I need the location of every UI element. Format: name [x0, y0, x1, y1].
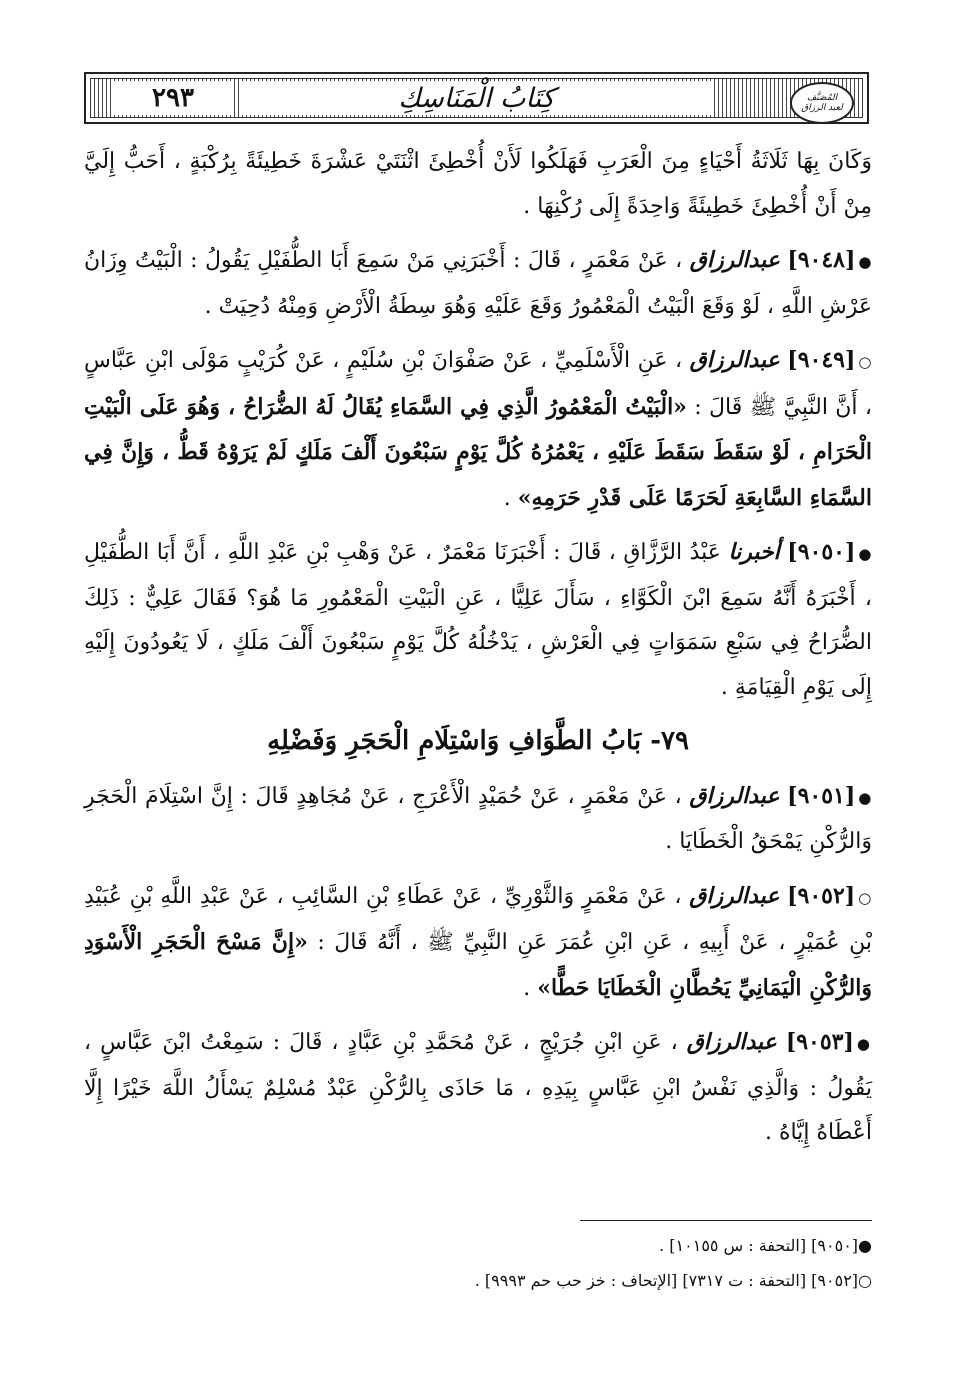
- footnote-divider: [580, 1220, 872, 1221]
- bullet-marker: ●: [858, 788, 872, 807]
- seal-line-1: المُصَنَّف: [806, 93, 838, 103]
- paragraph-text: عَبْدُ الرَّزَّاقِ ، قَالَ : أَخْبَرَنَا مَعْمَرٌ ، عَنْ وَهْبِ بْنِ عَبْدِ اللَّهِ ، أَنَّ أَبَا الطُّفَيْلِ ، أَخْبَرَهُ أَنَّهُ سَمِعَ ابْنَ الْكَوَّاءِ ، سَأَلَ عَلِيًّا ، عَنِ الْبَيْتِ الْمَعْمُورِ مَا هُوَ؟ فَقَالَ عَلِيٌّ : ذَلِكَ الضُّرَاحُ فِي سَبْعِ سَمَوَاتٍ فِي الْعَرْشِ ، يَدْخُلُهُ كُلَّ يَوْمٍ سَبْعُونَ أَلْفَ مَلَكٍ ، لَا يَعُودُونَ إِلَيْهِ إِلَى يَوْمِ الْقِيَامَةِ .: [84, 540, 872, 700]
- paragraph-text: ، عَنِ الْأَسْلَمِيِّ ، عَنْ صَفْوَانَ بْنِ سُلَيْمٍ ، عَنْ كُرَيْبٍ مَوْلَى ابْنِ عَبَّاسٍ ، أَنَّ النَّبِيَّ ﷺ قَالَ :: [84, 348, 872, 420]
- hadith-number: [٩٠٥٣]: [785, 1029, 854, 1055]
- hadith-source: عبدالرزاق: [689, 882, 780, 909]
- page-number: ٢٩٣: [113, 81, 233, 115]
- hadith-9049: [84, 338, 872, 521]
- paragraph-continuation: [84, 140, 872, 229]
- hadith-source: عبدالرزاق: [689, 247, 780, 273]
- footnote-9052: ○[٩٠٥٢] [التحفة : ت ٧٣١٧] [الإتحاف : خز حب حم ٩٩٩٣] .: [474, 1271, 872, 1290]
- paragraph-end: .: [523, 975, 538, 1001]
- hadith-number: [٩٠٥٠]: [787, 539, 856, 565]
- prophetic-saying: «الْبَيْتُ الْمَعْمُورُ الَّذِي فِي السَّمَاءِ يُقَالُ لَهُ الضُّرَاحُ ، وَهُوَ عَلَى الْبَيْتِ الْحَرَامِ ، لَوْ سَقَطَ سَقَطَ عَلَيْهِ ، يَعْمُرُهُ كُلَّ يَوْمٍ سَبْعُونَ أَلْفَ مَلَكٍ لَمْ يَرَوْهُ قَطُّ ، وَإِنَّ فِي السَّمَاءِ السَّابِعَةِ لَحَرَمًا عَلَى قَدْرِ حَرَمِهِ»: [84, 393, 872, 511]
- prophetic-saying: «إِنَّ مَسْحَ الْحَجَرِ الْأَسْوَدِ وَالرُّكْنِ الْيَمَانِيِّ يَحُطَّانِ الْخَطَايَا حَطًّا»: [84, 929, 872, 1001]
- header-ornament-band: [90, 78, 863, 118]
- page-header: [84, 72, 869, 124]
- hadith-9051: [84, 774, 872, 865]
- hadith-source: أخبرنا: [728, 539, 780, 565]
- hadith-number: [٩٠٥٢]: [787, 882, 856, 909]
- running-title: كِتَابُ الْمَنَاسِكِ: [241, 81, 712, 115]
- hadith-9050: [84, 530, 872, 710]
- main-text: [84, 140, 872, 1165]
- footnotes: [84, 1228, 872, 1298]
- paragraph-text: ، عَنِ ابْنِ جُرَيْجٍ ، عَنْ مُحَمَّدِ بْنِ عَبَّادٍ ، قَالَ : سَمِعْتُ ابْنَ عَبَّاسٍ ، يَقُولُ : وَالَّذِي نَفْسُ ابْنِ عَبَّاسٍ بِيَدِهِ ، مَا حَاذَى بِالرُّكْنِ عَبْدٌ مُسْلِمٌ يَسْأَلُ اللَّهَ خَيْرًا إِلَّا أَعْطَاهُ إِيَّاهُ .: [84, 1030, 872, 1145]
- bullet-marker: ○: [858, 353, 872, 371]
- hadith-9053: [84, 1020, 872, 1156]
- paragraph-text: وَكَانَ بِهَا ثَلَاثَةُ أَحْيَاءٍ مِنَ الْعَرَبِ فَهَلَكُوا لَأَنْ أُخْطِئَ اثْنَتَيْ عَشْرَةَ خَطِيئَةً بِرُكْبَةٍ ، أَحَبُّ إِلَيَّ مِنْ أَنْ أُخْطِئَ خَطِيئَةً وَاحِدَةً إِلَى رُكْنِهَا .: [84, 149, 872, 219]
- hadith-source: عبدالرزاق: [689, 347, 780, 373]
- bullet-marker: ●: [858, 545, 873, 563]
- hadith-9052: [84, 874, 872, 1012]
- seal-line-2: لعبد الرزاق: [801, 103, 843, 113]
- bullet-marker: ●: [856, 1035, 873, 1053]
- paragraph-text: ، عَنْ مَعْمَرٍ ، عَنْ حُمَيْدٍ الْأَعْرَجِ ، عَنْ مُجَاهِدٍ قَالَ : إِنَّ اسْتِلَامَ الْحَجَرِ وَالرُّكْنِ يَمْحَقُ الْخَطَايَا .: [84, 783, 872, 854]
- bullet-marker: ●: [858, 253, 872, 271]
- hadith-9048: [84, 238, 872, 329]
- footnote-9050: ●[٩٠٥٠] [التحفة : س ١٠١٥٥] .: [659, 1236, 872, 1255]
- book-seal-logo: [790, 82, 854, 124]
- paragraph-text: ، عَنْ مَعْمَرٍ ، قَالَ : أَخْبَرَنِي مَنْ سَمِعَ أَبَا الطُّفَيْلِ يَقُولُ : الْبَيْتُ وِزَانُ عَرْشِ اللَّهِ ، لَوْ وَقَعَ الْبَيْتُ الْمَعْمُورُ وَقَعَ عَلَيْهِ وَهُوَ سِطَةُ الْأَرْضِ وَمِنْهُ دُحِيَتْ .: [84, 248, 872, 319]
- hadith-number: [٩٠٥١]: [787, 782, 856, 809]
- paragraph-text: ، عَنْ مَعْمَرٍ وَالثَّوْرِيِّ ، عَنْ عَطَاءِ بْنِ السَّائِبِ ، عَنْ عَبْدِ اللَّهِ بْنِ عُبَيْدِ بْنِ عُمَيْرٍ ، عَنْ أَبِيهِ ، عَنِ ابْنِ عُمَرَ عَنِ النَّبِيِّ ﷺ ، أَنَّهُ قَالَ :: [84, 883, 872, 955]
- paragraph-end: .: [503, 485, 518, 511]
- hadith-source: عبدالرزاق: [686, 1029, 777, 1055]
- bullet-marker: ○: [858, 888, 873, 907]
- chapter-heading: ٧٩- بَابُ الطَّوَافِ وَاسْتِلَامِ الْحَجَرِ وَفَضْلِهِ: [267, 726, 689, 756]
- hadith-number: [٩٠٤٨]: [787, 247, 856, 273]
- hadith-number: [٩٠٤٩]: [787, 347, 856, 373]
- hadith-source: عبدالرزاق: [689, 782, 780, 809]
